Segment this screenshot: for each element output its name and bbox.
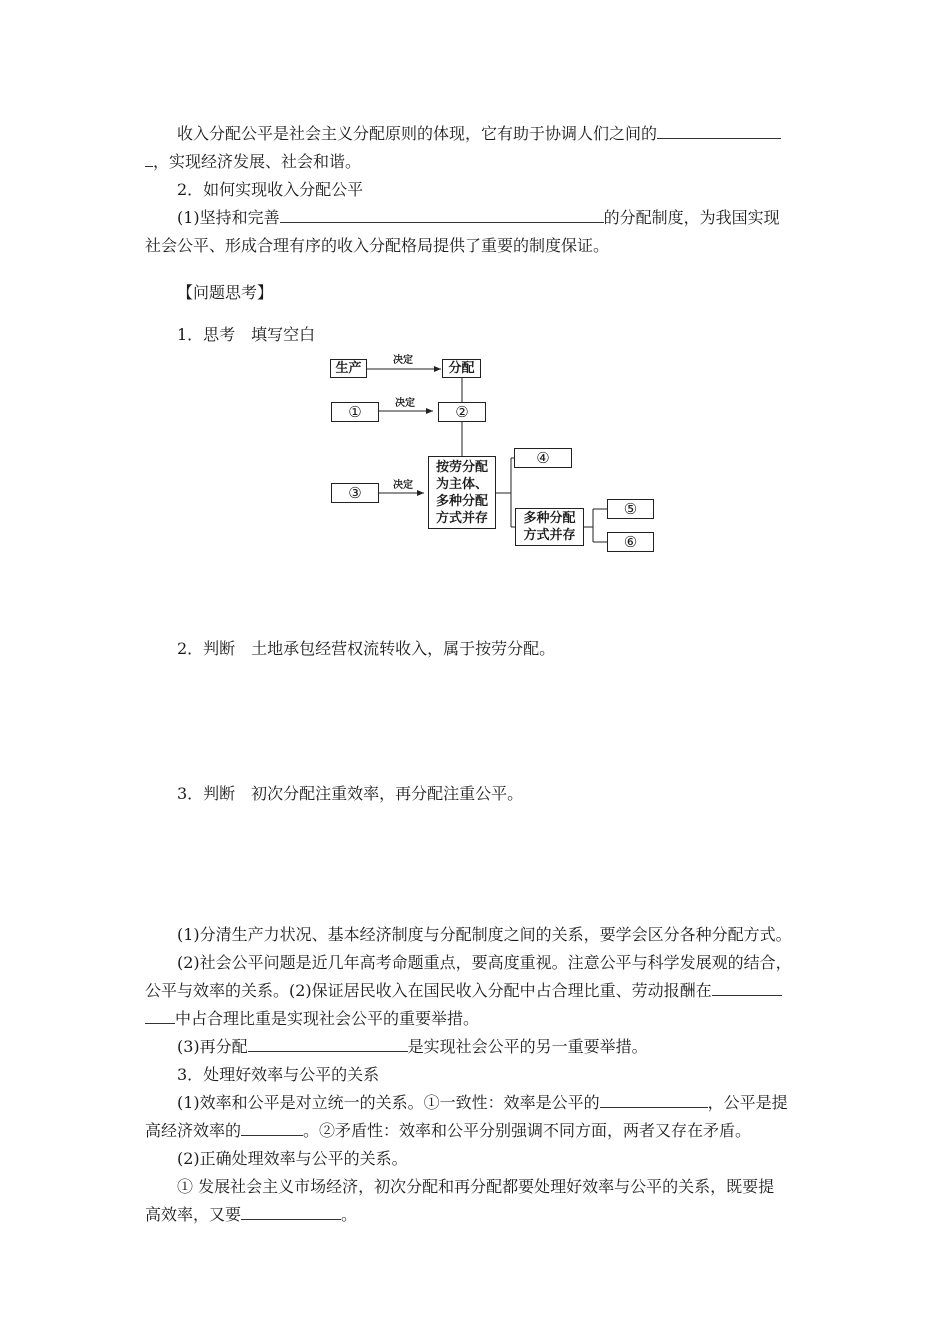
question-2: 2．判断 土地承包经营权流转收入，属于按劳分配。 [177, 639, 556, 658]
blank-box-2[interactable]: ② [438, 402, 486, 422]
blank-box-1[interactable]: ① [331, 402, 379, 422]
fill-blank[interactable] [241, 1121, 303, 1136]
para-s2-2-line3: 中占合理比重是实现社会公平的重要举措。 [145, 1009, 479, 1029]
para-s2-6-line2: 高效率，又要 。 [145, 1205, 358, 1224]
decide-label: 决定 [393, 355, 413, 366]
fill-blank[interactable] [145, 1009, 175, 1024]
para-s2-4-line2: 高经济效率的 。②矛盾性：效率和公平分别强调不同方面，两者又存在矛盾。 [145, 1121, 752, 1140]
para1-line2: ，实现经济发展、社会和谐。 [145, 152, 361, 172]
para-s2-5: (2)正确处理效率与公平的关系。 [177, 1149, 408, 1168]
distribution-box: 分配 [442, 359, 481, 378]
para-s2-2-line1: (2)社会公平问题是近几年高考命题重点，要高度重视。注意公平与科学发展观的结合， [177, 953, 792, 972]
multiple-forms-box: 多种分配 方式并存 [515, 508, 584, 546]
blank-box-6[interactable]: ⑥ [607, 532, 654, 552]
fill-blank[interactable] [600, 1093, 708, 1108]
production-box: 生产 [330, 359, 367, 378]
decide-label: 决定 [395, 398, 415, 409]
para1-line1: 收入分配公平是社会主义分配原则的体现，它有助于协调人们之间的 [177, 124, 781, 144]
para-s2-3: (3)再分配 是实现社会公平的另一重要举措。 [177, 1037, 648, 1056]
fill-blank[interactable] [248, 1037, 408, 1052]
item1-line1: (1)坚持和完善 的分配制度，为我国实现 [177, 208, 780, 227]
section-heading: 2．如何实现收入分配公平 [177, 180, 364, 199]
main-system-box: 按劳分配 为主体、 多种分配 方式并存 [428, 456, 496, 529]
fill-blank[interactable] [241, 1205, 341, 1220]
question-3: 3．判断 初次分配注重效率，再分配注重公平。 [177, 784, 524, 803]
para-s2-6-line1: ① 发展社会主义市场经济，初次分配和再分配都要处理好效率与公平的关系，既要提 [177, 1177, 775, 1196]
para-s2-4-line1: (1)效率和公平是对立统一的关系。①一致性：效率是公平的 ，公平是提 [177, 1093, 788, 1112]
para-s2-2-line2: 公平与效率的关系。(2)保证居民收入在国民收入分配中占合理比重、劳动报酬在 [145, 981, 782, 1001]
question-section-title: 【问题思考】 [177, 283, 274, 302]
question-1: 1．思考 填写空白 [177, 325, 316, 344]
blank-box-3[interactable]: ③ [331, 483, 379, 503]
blank-box-4[interactable]: ④ [514, 448, 572, 468]
fill-blank[interactable] [712, 981, 782, 996]
decide-label: 决定 [393, 480, 413, 491]
section-heading-3: 3．处理好效率与公平的关系 [177, 1065, 380, 1084]
para-s2-1: (1)分清生产力状况、基本经济制度与分配制度之间的关系，要学会区分各种分配方式。 [177, 925, 792, 944]
blank-box-5[interactable]: ⑤ [607, 499, 654, 519]
item1-line2: 社会公平、形成合理有序的收入分配格局提供了重要的制度保证。 [145, 236, 610, 255]
